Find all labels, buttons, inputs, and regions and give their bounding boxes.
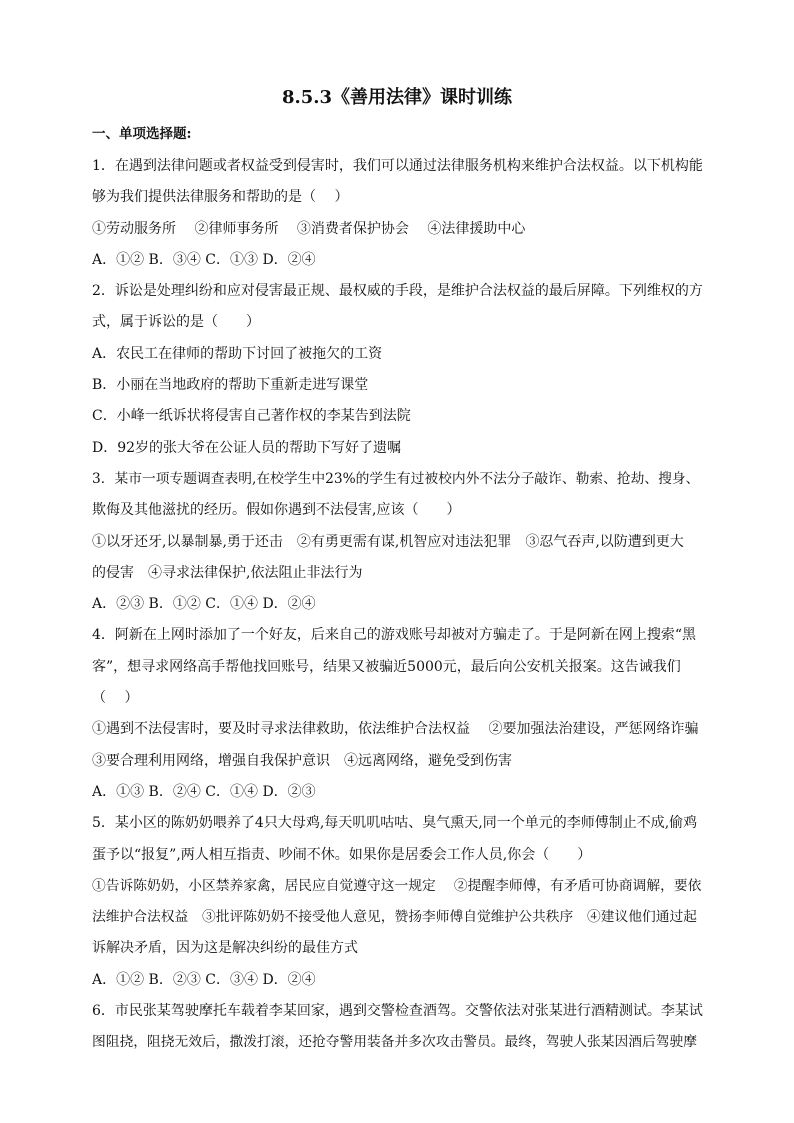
text-line: A．①② B．③④ C．①③ D．②④ xyxy=(92,251,316,268)
text-line: 2．诉讼是处理纠纷和应对侵害最正规、最权威的手段，是维护合法权益的最后屏障。下列维权的方 xyxy=(92,283,703,300)
text-line: 图阻挠，阻挠无效后，撒泼打滚，还抢夺警用装备并多次攻击警员。最终，驾驶人张某因酒后驾驶摩 xyxy=(92,1034,698,1051)
text-line: A．①③ B．②④ C．①④ D．②③ xyxy=(92,783,316,800)
text-line: 式，属于诉讼的是（ ） xyxy=(92,314,260,331)
text-line: 1．在遇到法律问题或者权益受到侵害时，我们可以通过法律服务机构来维护合法权益。以下机构能 xyxy=(92,158,703,174)
text-line: ③要合理利用网络，增强自我保护意识 ④远离网络，避免受到伤害 xyxy=(92,752,512,769)
text-line: 5．某小区的陈奶奶喂养了4只大母鸡,每天叽叽咕咕、臭气熏天,同一个单元的李师傅制止不成,偷鸡 xyxy=(92,815,698,832)
text-line: 欺侮及其他滋扰的经历。假如你遇到不法侵害,应该（ ） xyxy=(92,502,461,519)
text-line: 6．市民张某驾驶摩托车载着李某回家，遇到交警检查酒驾。交警依法对张某进行酒精测试。李某试 xyxy=(92,1003,703,1020)
text-line: ①劳动服务所 ②律师事务所 ③消费者保护协会 ④法律援助中心 xyxy=(92,220,526,237)
page-title: 8.5.3《善用法律》课时训练 xyxy=(281,87,513,108)
text-line: 诉解决矛盾，因为这是解决纠纷的最佳方式 xyxy=(92,940,358,957)
text-line: 蛋予以“报复”,两人相互指责、吵闹不休。如果你是居委会工作人员,你会（ ） xyxy=(92,846,592,863)
text-line: A．①② B．②③ C．③④ D．②④ xyxy=(92,971,316,988)
text-line: ①遇到不法侵害时，要及时寻求法律救助，依法维护合法权益 ②要加强法治建设，严惩网络诈骗 xyxy=(92,721,699,738)
text-line: 客”，想寻求网络高手帮他找回账号，结果又被骗近5000元，最后向公安机关报案。这告诫我们 xyxy=(92,658,681,675)
text-line: A．②③ B．①② C．①④ D．②④ xyxy=(92,596,316,613)
text-line: （ ） xyxy=(92,690,139,707)
question-list xyxy=(92,154,704,1062)
text-line: 够为我们提供法律服务和帮助的是（ ） xyxy=(92,189,349,206)
text-line: B．小丽在当地政府的帮助下重新走进写课堂 xyxy=(92,377,369,394)
text-line: 法维护合法权益 ③批评陈奶奶不接受他人意见，赞扬李师傅自觉维护公共秩序 ④建议他们通过起 xyxy=(92,909,698,926)
text-line: C．小峰一纸诉状将侵害自己著作权的李某告到法院 xyxy=(92,408,411,425)
text-line: 的侵害 ④寻求法律保护,依法阻止非法行为 xyxy=(92,564,363,581)
text-line: A．农民工在律师的帮助下讨回了被拖欠的工资 xyxy=(92,345,383,362)
text-line: ①告诉陈奶奶，小区禁养家禽，居民应自觉遵守这一规定 ②提醒李师傅，有矛盾可协商调解，要依 xyxy=(92,877,702,894)
text-line: 3．某市一项专题调查表明,在校学生中23%的学生有过被校内外不法分子敲诈、勒索、抢劫、搜身、 xyxy=(92,470,700,487)
text-line: 4．阿新在上网时添加了一个好友，后来自己的游戏账号却被对方骗走了。于是阿新在网上搜索“黑 xyxy=(92,627,697,644)
section-heading: 一、单项选择题: xyxy=(92,126,192,142)
text-line: ①以牙还牙,以暴制暴,勇于还击 ②有勇更需有谋,机智应对违法犯罪 ③忍气吞声,以防遭到更大 xyxy=(92,533,684,550)
text-line: D．92岁的张大爷在公证人员的帮助下写好了遗嘱 xyxy=(92,439,402,456)
